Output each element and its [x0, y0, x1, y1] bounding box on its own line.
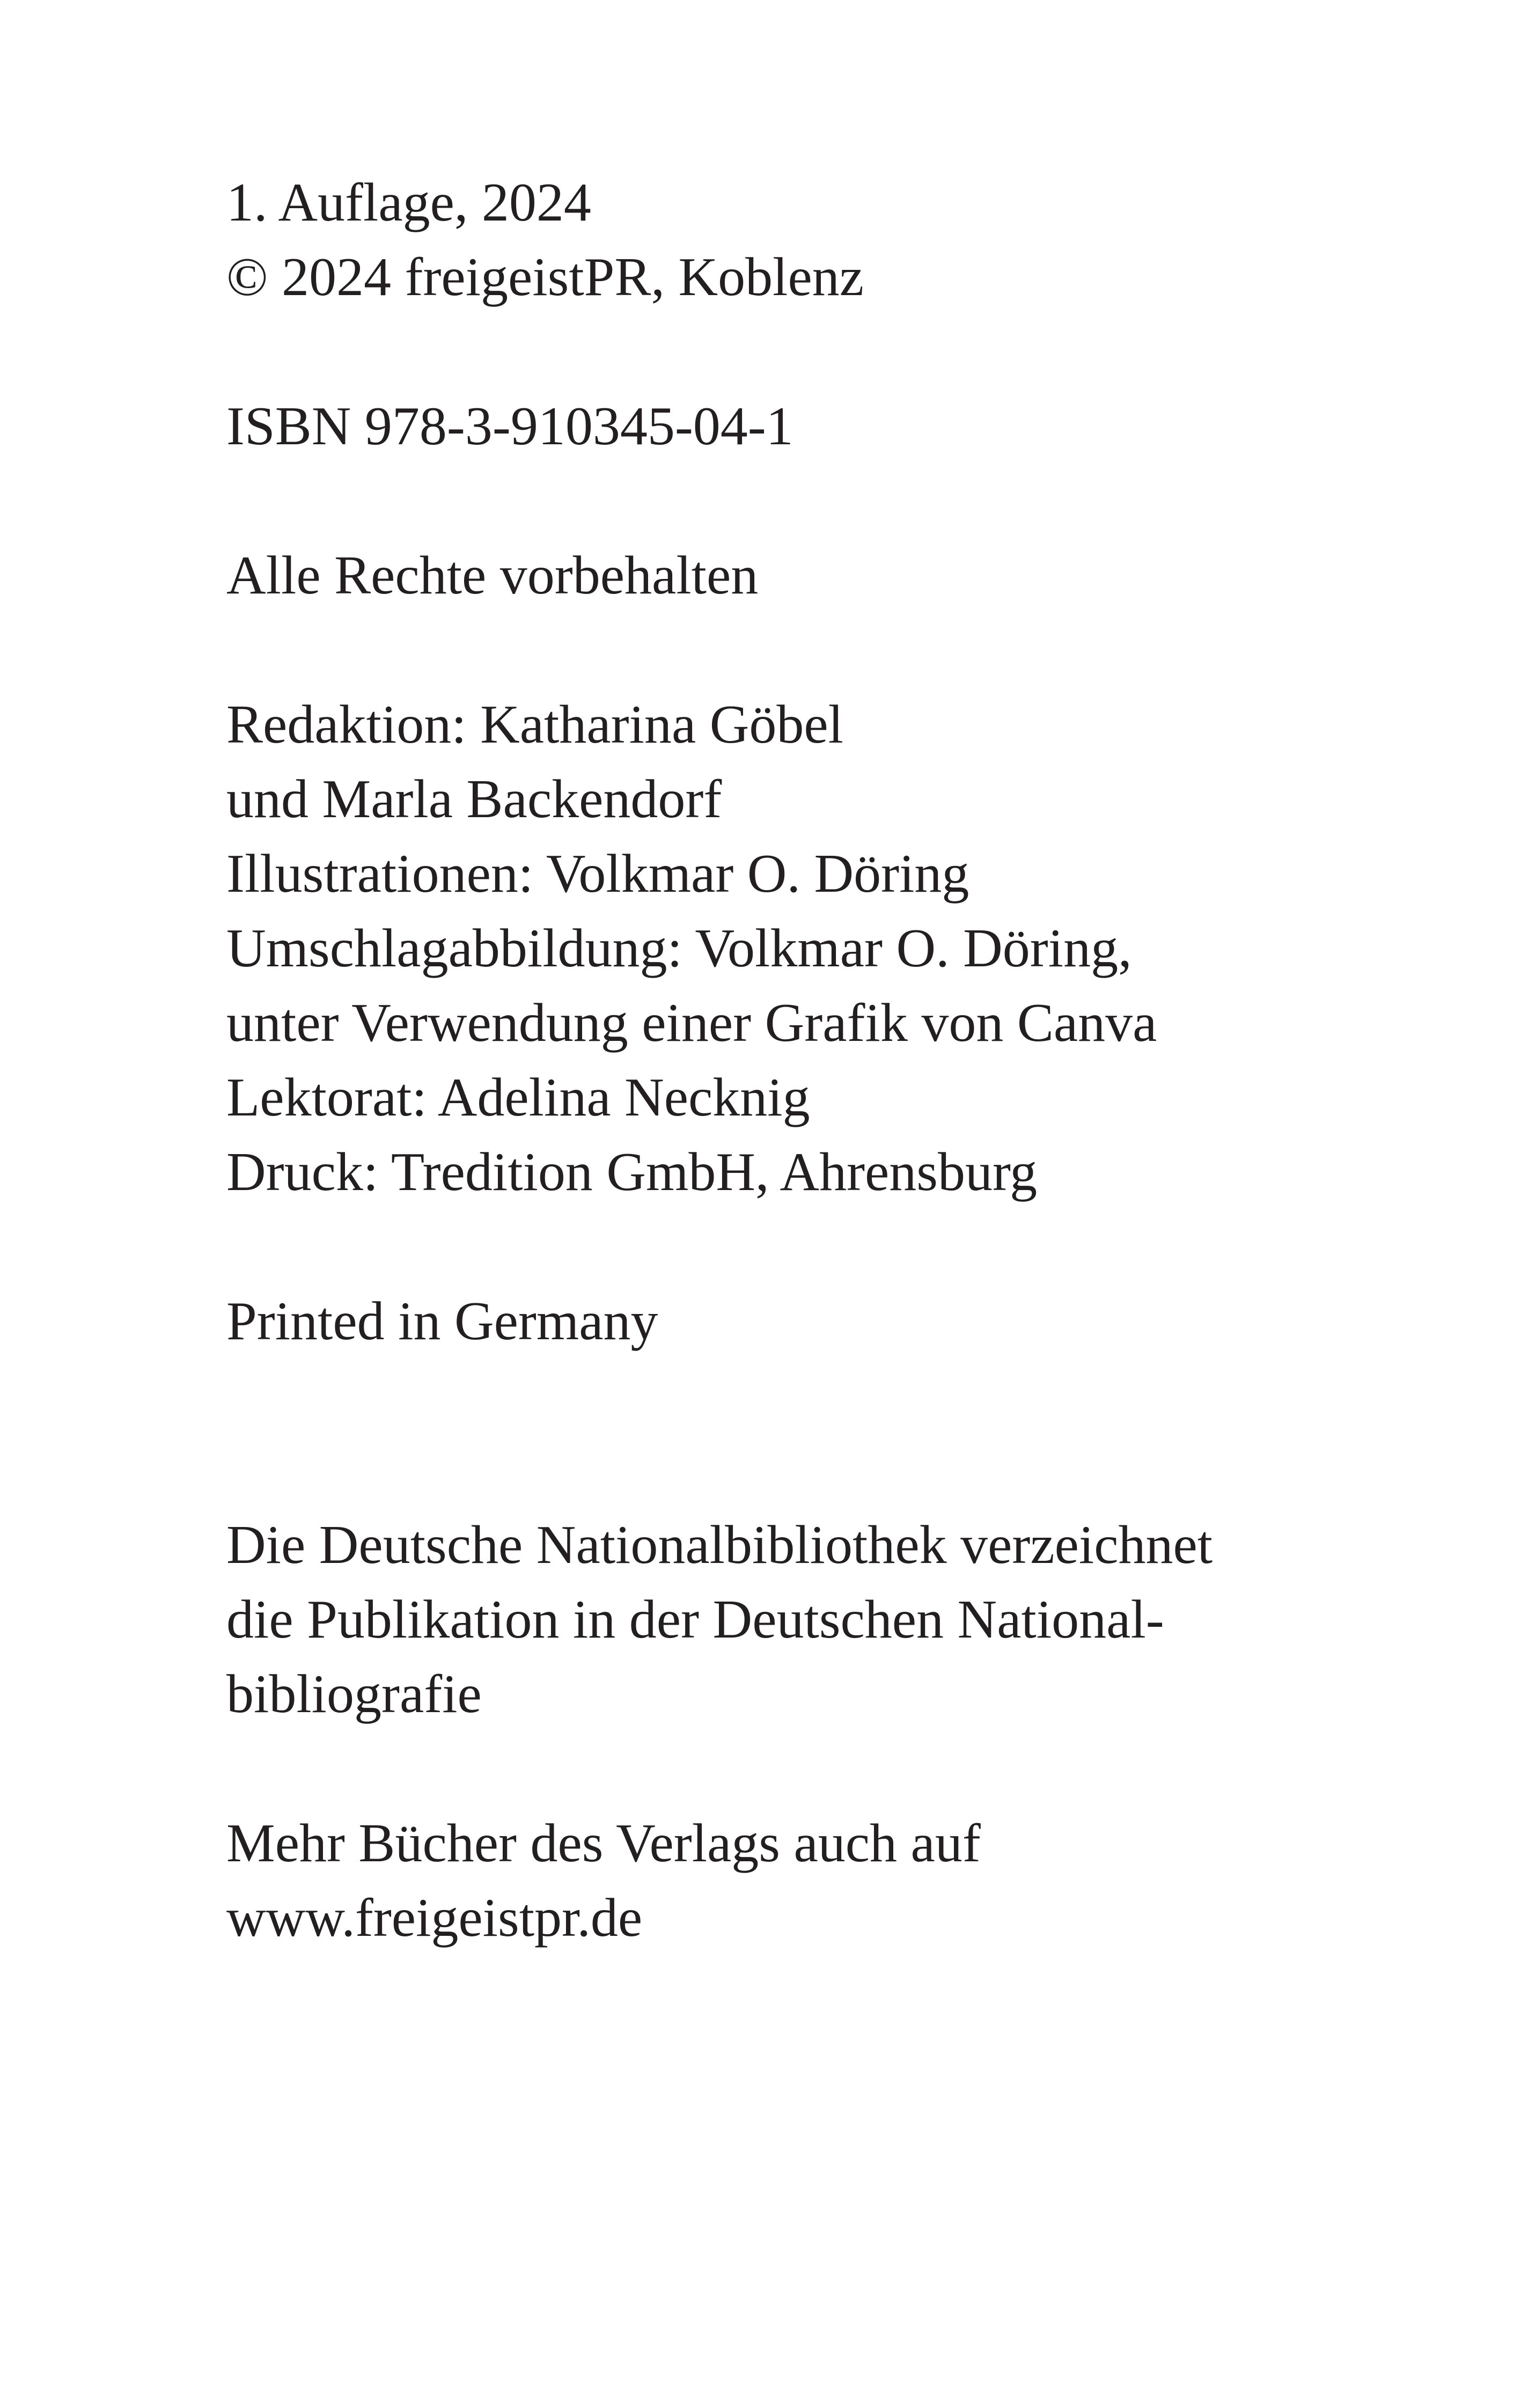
isbn-line: ISBN 978-3-910345-04-1 [226, 396, 793, 457]
more-books-block [226, 1806, 1460, 1955]
rights-block [226, 538, 1460, 613]
edition-block [226, 165, 1460, 314]
copyright-line: © 2024 freigeistPR, Koblenz [226, 247, 864, 307]
credit-line: Illustrationen: Volkmar O. Döring [226, 843, 969, 904]
more-books-line: Mehr Bücher des Verlags auch auf [226, 1813, 981, 1874]
credit-line: unter Verwendung einer Grafik von Canva [226, 993, 1157, 1053]
publisher-url: www.freigeistpr.de [226, 1888, 643, 1948]
credit-line: Umschlagabbildung: Volkmar O. Döring, [226, 918, 1132, 979]
imprint-text [226, 165, 1460, 1955]
isbn-block [226, 389, 1460, 464]
credit-line: Druck: Tredition GmbH, Ahrensburg [226, 1142, 1038, 1202]
dnb-notice-line: die Publikation in der Deutschen National- [226, 1589, 1164, 1650]
edition-line: 1. Auflage, 2024 [226, 172, 591, 233]
credit-line: und Marla Backendorf [226, 769, 722, 829]
printed-line: Printed in Germany [226, 1291, 658, 1352]
credit-line: Lektorat: Adelina Necknig [226, 1067, 810, 1128]
credit-line: Redaktion: Katharina Göbel [226, 694, 843, 755]
printed-block [226, 1284, 1460, 1359]
dnb-notice-line: bibliografie [226, 1664, 482, 1724]
rights-line: Alle Rechte vorbehalten [226, 545, 759, 606]
dnb-notice-block [226, 1508, 1460, 1731]
dnb-notice-line: Die Deutsche Nationalbibliothek verzeichnet [226, 1515, 1213, 1575]
credits-block [226, 687, 1460, 1209]
